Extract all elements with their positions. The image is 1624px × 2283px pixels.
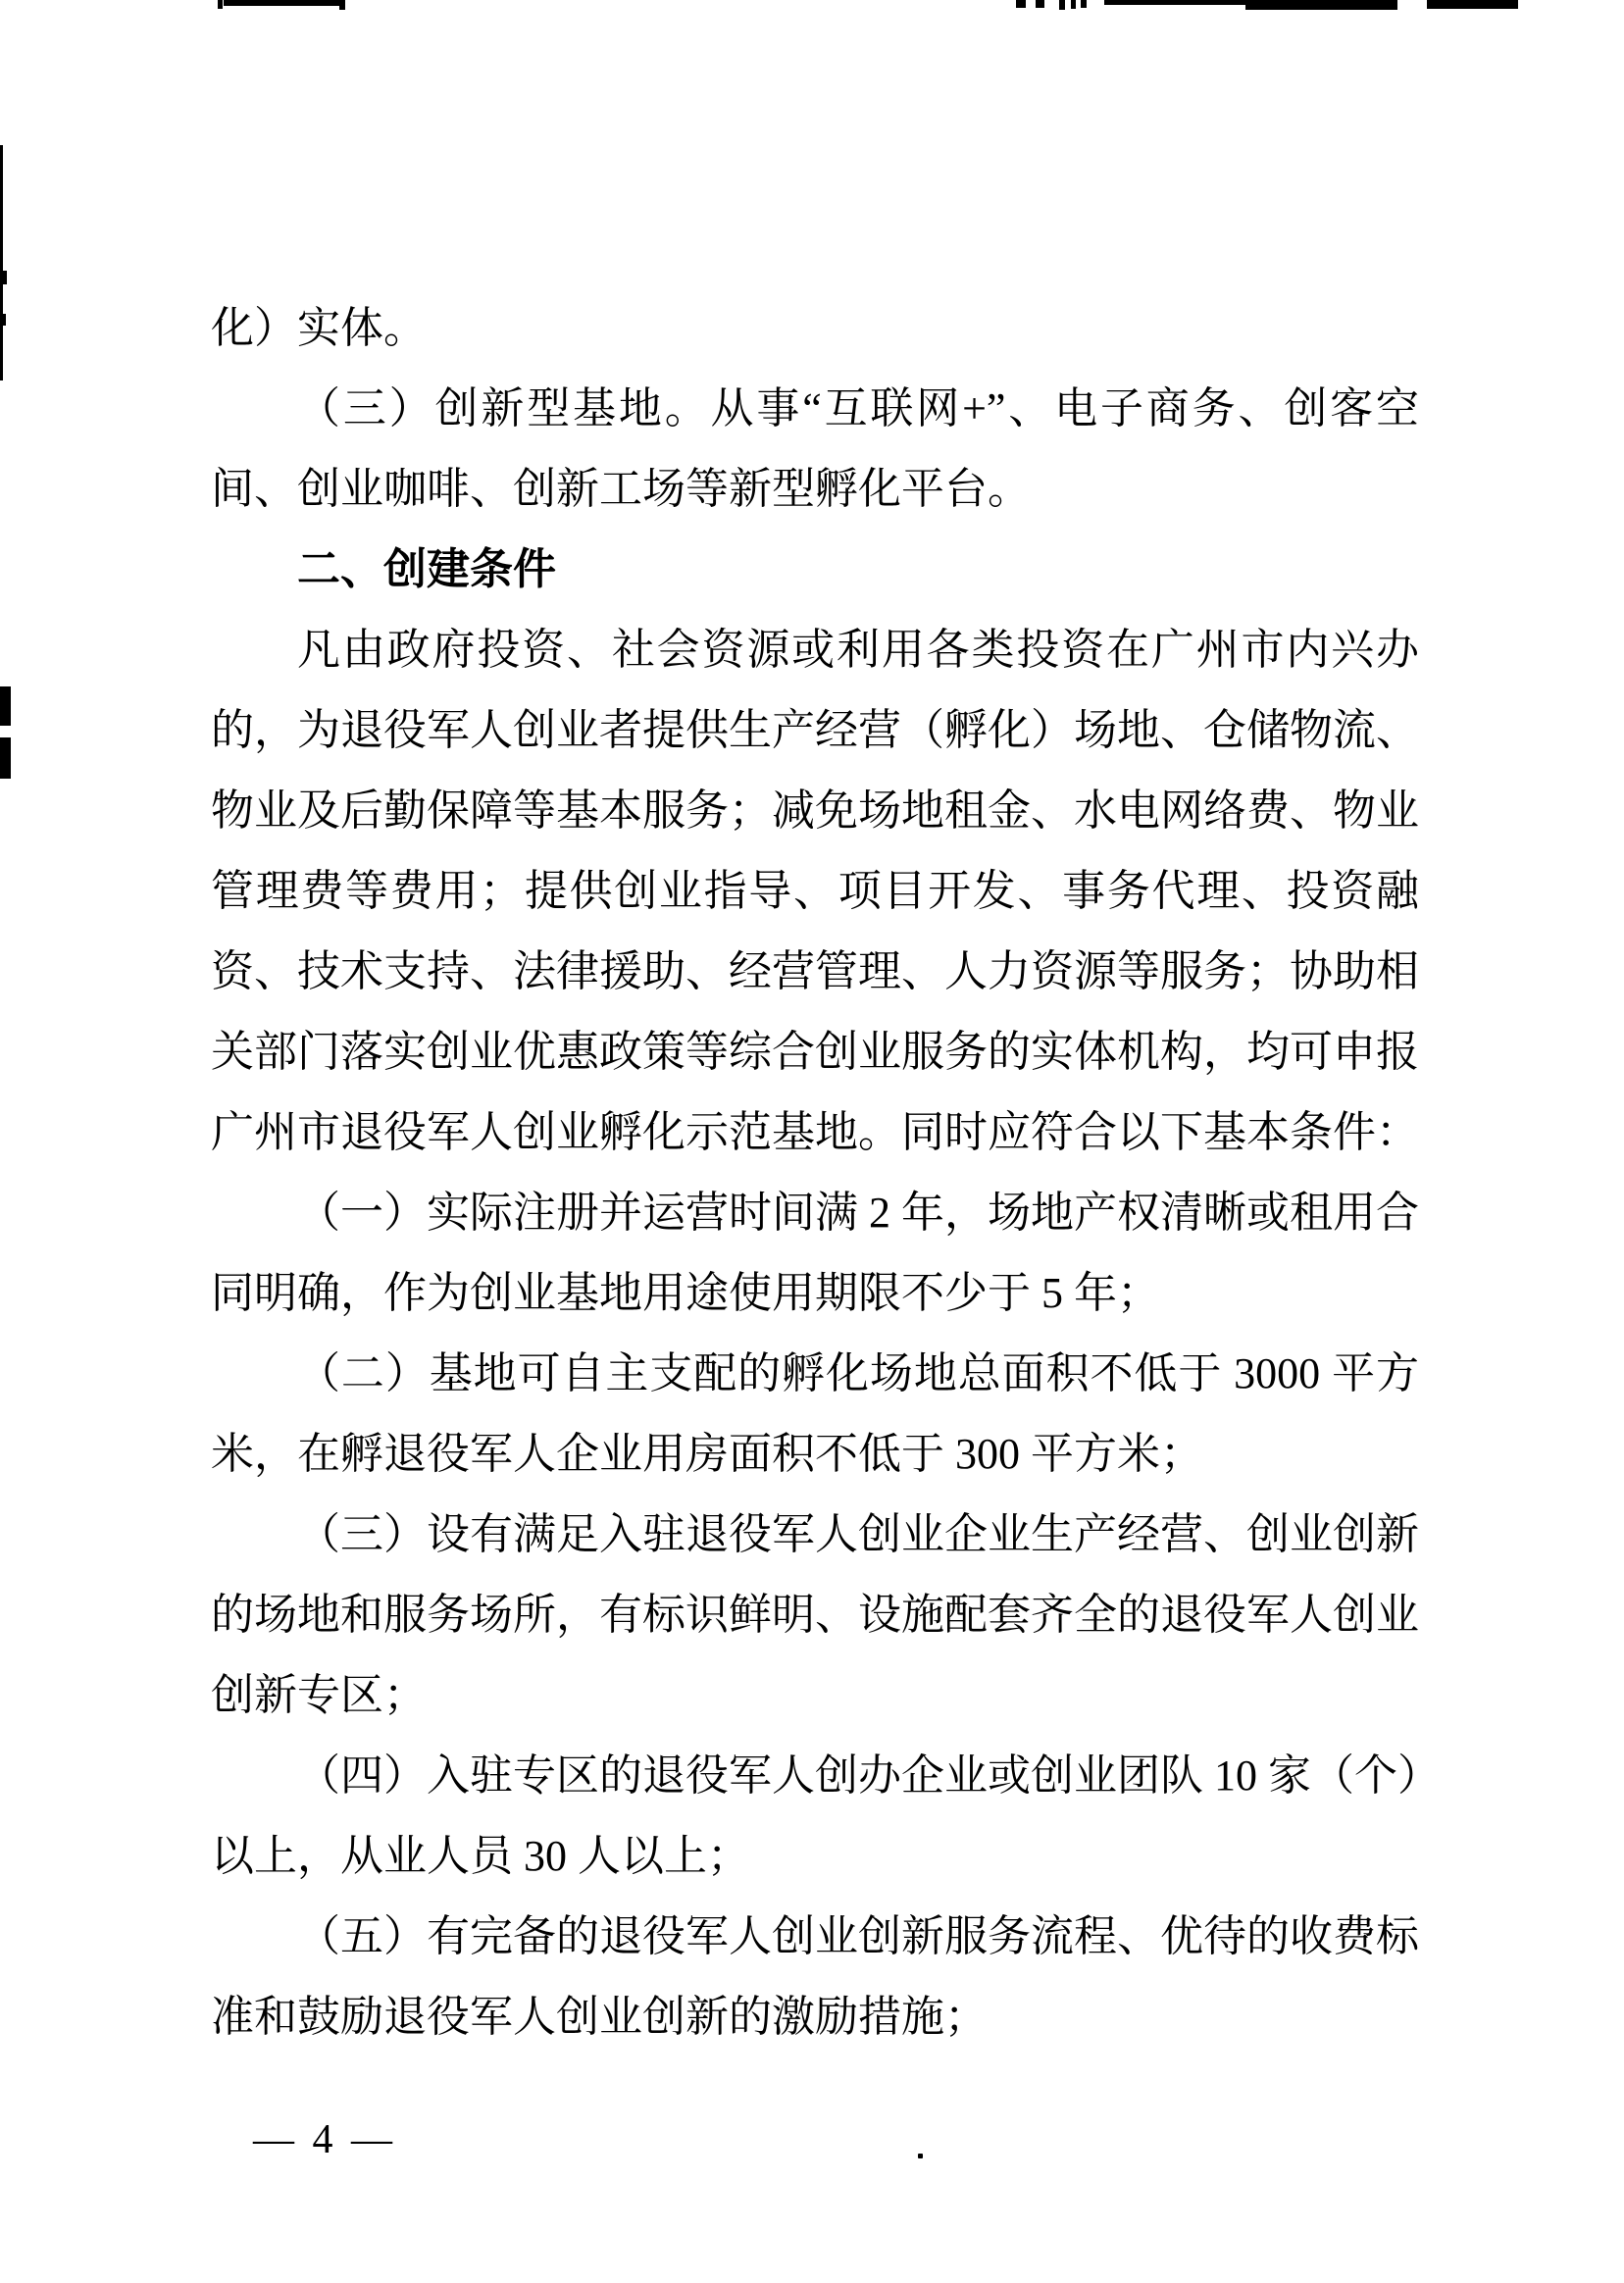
paragraph-item-3-innovation-base: （三）创新型基地。从事“互联网+”、电子商务、创客空间、创业咖啡、创新工场等新型孵化平台。	[211, 384, 1419, 513]
scan-artifact-left-sliver	[0, 145, 3, 380]
scan-artifact-top-right-dash-4	[1071, 0, 1076, 9]
scan-artifact-top-right-dash-1	[1016, 0, 1026, 8]
paragraph-condition-1: （一）实际注册并运营时间满 2 年，场地产权清晰或租用合同明确，作为创业基地用途使用期限不少于 5 年；	[211, 1189, 1419, 1317]
paragraph-condition-4: （四）入驻专区的退役军人创办企业或创业团队 10 家（个）以上，从业人员 30 人以上；	[211, 1751, 1419, 1880]
section-heading-creation-conditions: 二、创建条件	[297, 545, 556, 593]
scan-artifact-left-block-1	[0, 686, 11, 726]
scan-artifact-top-left-tick-right	[339, 0, 345, 10]
scan-artifact-top-right-dash-5	[1081, 0, 1087, 8]
scan-artifact-stray-dot	[918, 2154, 923, 2158]
scan-artifact-left-block-2	[0, 737, 11, 779]
scan-artifact-top-right-bar-thick	[1245, 0, 1397, 10]
paragraph-continuation: 化）实体。	[211, 304, 427, 352]
scan-artifact-top-right-bar-thin	[1104, 0, 1247, 5]
paragraph-condition-5: （五）有完备的退役军人创业创新服务流程、优待的收费标准和鼓励退役军人创业创新的激励措施；	[211, 1912, 1419, 2041]
scan-artifact-top-left-bar	[224, 0, 339, 6]
scan-artifact-left-dash-2	[0, 314, 6, 326]
paragraph-condition-3: （三）设有满足入驻退役军人创业企业生产经营、创业创新的场地和服务场所，有标识鲜明、设施配套齐全的退役军人创业创新专区；	[211, 1510, 1419, 1719]
scan-artifact-top-left-tick-left	[218, 0, 223, 9]
paragraph-conditions-intro: 凡由政府投资、社会资源或利用各类投资在广州市内兴办的，为退役军人创业者提供生产经营（孵化）场地、仓储物流、物业及后勤保障等基本服务；减免场地租金、水电网络费、物业管理费等费用；提供创业指导、项目开发、事务代理、投资融资、技术支持、法律援助、经营管理、人力资源等服务；协助相关部门落实创业优惠政策等综合创业服务的实体机构，均可申报广州市退役军人创业孵化示范基地。同时应符合以下基本条件：	[211, 626, 1419, 1156]
page-number: — 4 —	[253, 2117, 396, 2162]
paragraph-condition-2: （二）基地可自主支配的孵化场地总面积不低于 3000 平方米，在孵退役军人企业用房面积不低于 300 平方米；	[211, 1349, 1419, 1478]
scan-artifact-top-right-dash-2	[1036, 0, 1044, 8]
document-body	[211, 288, 1419, 2057]
scan-artifact-left-dash-1	[0, 271, 7, 284]
scan-artifact-top-right-bar-far	[1427, 0, 1518, 9]
scan-artifact-top-right-dash-3	[1059, 0, 1065, 10]
